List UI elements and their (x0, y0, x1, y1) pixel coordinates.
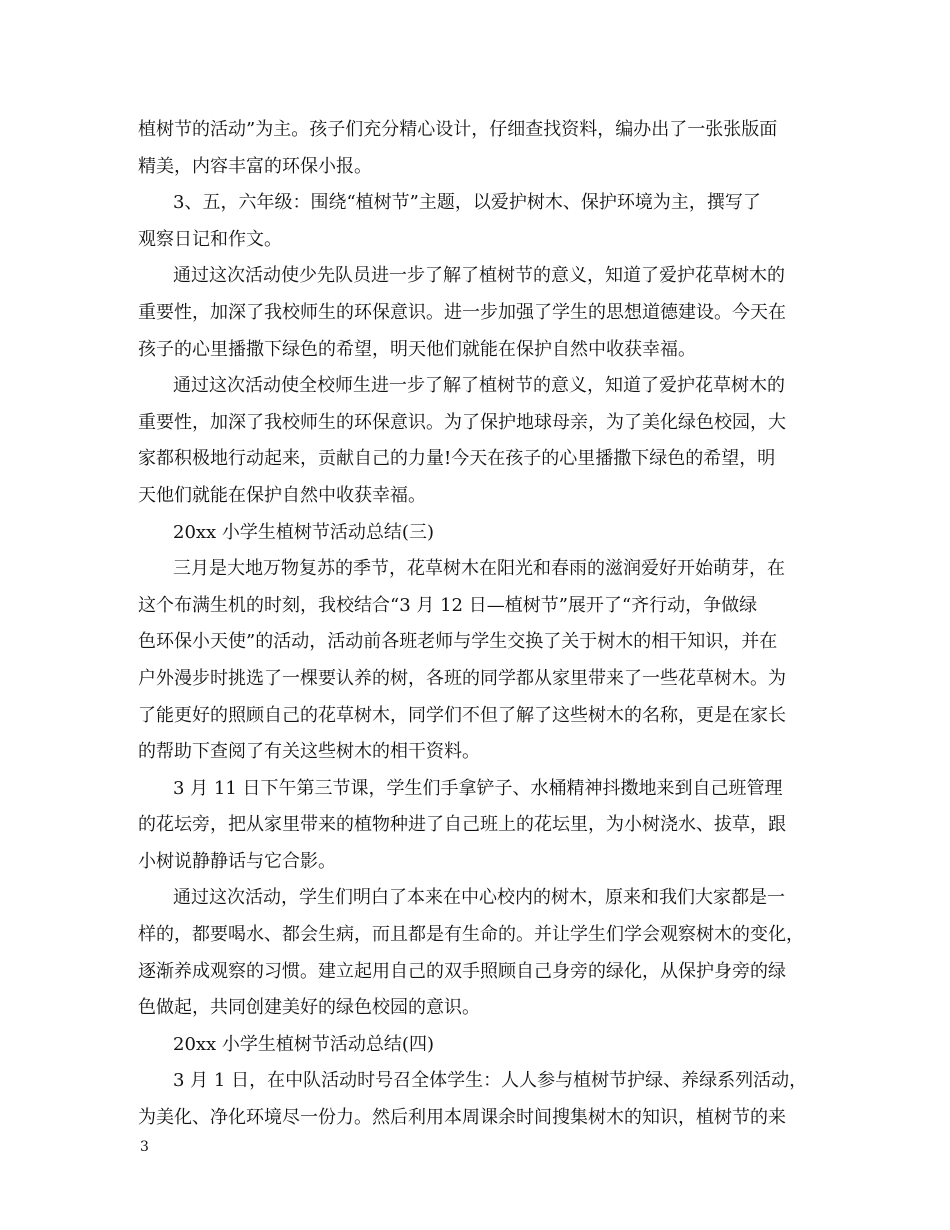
text-line: 20xx 小学生植树节活动总结(四) (173, 1033, 434, 1055)
text-line: 天他们就能在保护自然中收获幸福。 (138, 484, 426, 506)
text-line: 20xx 小学生植树节活动总结(三) (173, 521, 434, 543)
text-line: 的花坛旁，把从家里带来的植物种进了自己班上的花坛里，为小树浇水、拔草，跟 (138, 814, 786, 836)
text-line: 通过这次活动使全校师生进一步了解了植树节的意义，知道了爱护花草树木的 (173, 375, 785, 397)
text-line: 色环保小天使”的活动，活动前各班老师与学生交换了关于树木的相干知识，并在 (138, 631, 778, 653)
text-line: 3 月 1 日，在中队活动时号召全体学生：人人参与植树节护绿、养绿系列活动， (173, 1070, 808, 1092)
text-line: 样的，都要喝水、都会生病，而且都是有生命的。并让学生们学会观察树木的变化， (138, 924, 804, 946)
text-line: 3、五，六年级：围绕“植树节”主题，以爱护树木、保护环境为主，撰写了 (173, 192, 761, 214)
text-line: 这个布满生机的时刻，我校结合“3 月 12 日—植树节”展开了“齐行动，争做绿 (138, 594, 758, 616)
text-line: 的帮助下查阅了有关这些树木的相干资料。 (138, 741, 480, 763)
text-line: 观察日记和作文。 (138, 228, 282, 250)
text-line: 色做起，共同创建美好的绿色校园的意识。 (138, 997, 480, 1019)
text-line: 3 月 11 日下午第三节课，学生们手拿铲子、水桶精神抖擞地来到自己班管理 (173, 777, 783, 799)
text-line: 通过这次活动使少先队员进一步了解了植树节的意义，知道了爱护花草树木的 (173, 265, 785, 287)
text-line: 精美，内容丰富的环保小报。 (138, 155, 372, 177)
text-line: 重要性，加深了我校师生的环保意识。为了保护地球母亲，为了美化绿色校园，大 (138, 411, 786, 433)
text-line: 为美化、净化环境尽一份力。然后利用本周课余时间搜集树木的知识，植树节的来 (138, 1107, 786, 1129)
text-line: 三月是大地万物复苏的季节，花草树木在阳光和春雨的滋润爱好开始萌芽，在 (173, 558, 785, 580)
text-line: 重要性，加深了我校师生的环保意识。进一步加强了学生的思想道德建设。今天在 (138, 301, 786, 323)
text-line: 家都积极地行动起来，贡献自己的力量!今天在孩子的心里播撒下绿色的希望，明 (138, 448, 776, 470)
text-line: 孩子的心里播撒下绿色的希望，明天他们就能在保护自然中收获幸福。 (138, 338, 696, 360)
text-line: 了能更好的照顾自己的花草树木，同学们不但了解了这些树木的名称，更是在家长 (138, 704, 786, 726)
page-number: 3 (140, 1139, 149, 1155)
text-line: 户外漫步时挑选了一棵要认养的树，各班的同学都从家里带来了一些花草树木。为 (138, 667, 786, 689)
text-line: 通过这次活动，学生们明白了本来在中心校内的树木，原来和我们大家都是一 (173, 887, 785, 909)
text-line: 小树说静静话与它合影。 (138, 850, 336, 872)
document-body (138, 112, 838, 1137)
text-line: 植树节的活动”为主。孩子们充分精心设计，仔细查找资料，编办出了一张张版面 (138, 119, 778, 140)
text-line: 逐渐养成观察的习惯。建立起用自己的双手照顾自己身旁的绿化，从保护身旁的绿 (138, 960, 786, 982)
